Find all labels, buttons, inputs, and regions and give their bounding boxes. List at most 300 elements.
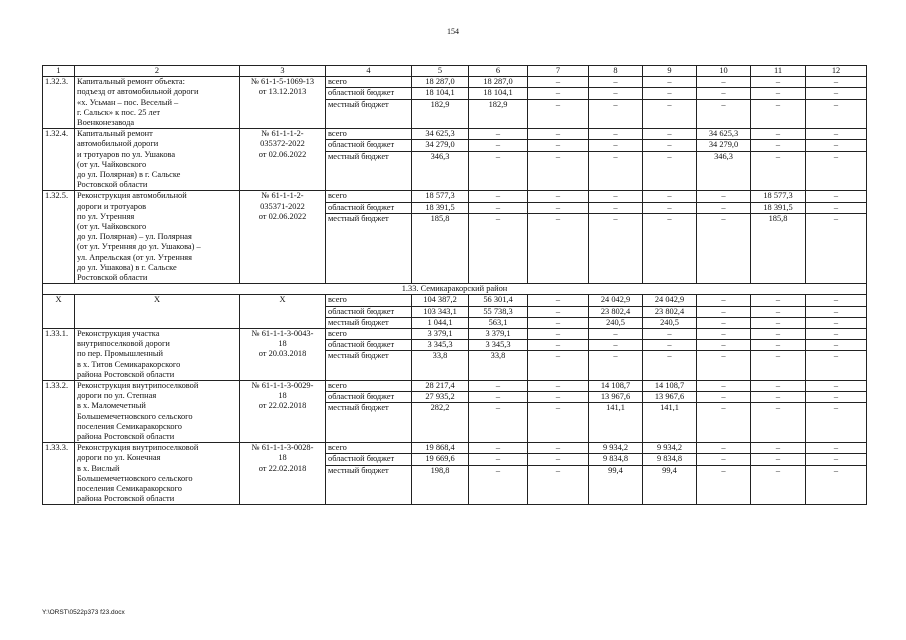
budget-table — [42, 65, 867, 505]
amount-value: 18 287,0 — [412, 77, 468, 88]
amount-value: – — [613, 351, 618, 361]
object-name-line: Капитальный ремонт объекта: — [77, 77, 185, 87]
amount-value: 18 391,5 — [412, 203, 468, 214]
object-name-line: дороги по ул. Конечная — [77, 453, 161, 463]
amount-column — [589, 380, 643, 442]
amount-value: – — [806, 340, 866, 351]
amount-column — [528, 443, 589, 505]
amount-value: 19 868,4 — [412, 443, 468, 454]
expertise-document-line: от 20.03.2018 — [258, 349, 307, 359]
amount-value: 198,8 — [430, 465, 450, 475]
amount-column — [528, 129, 589, 191]
expertise-document-line: № 61-1-1-3-0029- — [251, 380, 314, 390]
funding-source-column — [326, 129, 412, 191]
amount-value: 141,1 — [606, 403, 625, 413]
object-name — [75, 328, 240, 380]
amount-value: – — [667, 151, 672, 161]
amount-column — [469, 77, 528, 129]
page-number: 154 — [447, 27, 459, 36]
amount-value: – — [528, 340, 588, 351]
amount-value: – — [469, 203, 527, 214]
amount-column — [469, 295, 528, 329]
funding-source: областной бюджет — [326, 340, 411, 351]
object-name-line: до ул. Полярная) – ул. Полярная — [77, 232, 192, 242]
amount-value: – — [751, 340, 805, 351]
amount-value: – — [528, 443, 588, 454]
amount-column — [412, 295, 469, 329]
amount-column — [589, 443, 643, 505]
amount-value: 103 343,1 — [412, 307, 468, 318]
object-name-line: в х. Вислый — [77, 463, 120, 473]
amount-value: – — [806, 392, 866, 403]
expertise-document-line: от 02.06.2022 — [258, 149, 307, 159]
amount-value: – — [528, 381, 588, 392]
object-name-line: дороги по ул. Степная — [77, 391, 157, 401]
amount-value: – — [528, 329, 588, 340]
amount-value: – — [806, 307, 866, 318]
amount-value: – — [555, 351, 561, 361]
amount-value: 18 104,1 — [469, 88, 527, 99]
amount-value: – — [495, 213, 501, 223]
expertise-document — [240, 328, 326, 380]
funding-source-column — [326, 295, 412, 329]
amount-value: – — [589, 203, 642, 214]
expertise-document — [240, 191, 326, 284]
amount-value: – — [697, 77, 750, 88]
object-name — [75, 77, 240, 129]
amount-column — [643, 380, 697, 442]
expertise-document-line: 035371-2022 — [260, 201, 305, 211]
amount-column — [412, 380, 469, 442]
amount-value: 3 345,3 — [412, 340, 468, 351]
amount-value: – — [528, 454, 588, 465]
amount-column — [751, 380, 806, 442]
amount-value: 9 934,2 — [589, 443, 642, 454]
funding-source-column — [326, 77, 412, 129]
funding-source: всего — [326, 329, 411, 340]
amount-column — [806, 328, 867, 380]
amount-value: 240,5 — [660, 317, 679, 327]
amount-value: 28 217,4 — [412, 381, 468, 392]
amount-value: – — [806, 129, 866, 140]
expertise-document-line: 18 — [278, 339, 287, 349]
table-body — [43, 66, 867, 505]
amount-column — [643, 295, 697, 329]
amount-column — [697, 77, 751, 129]
amount-value: – — [697, 454, 750, 465]
section-title: 1.33. Семикаракорский район — [43, 284, 867, 295]
amount-value: 3 379,1 — [469, 329, 527, 340]
funding-source: областной бюджет — [326, 88, 411, 99]
object-row — [43, 129, 867, 191]
amount-value: – — [643, 129, 696, 140]
column-header-4: 4 — [326, 66, 412, 77]
amount-value: – — [613, 213, 618, 223]
amount-value: – — [697, 381, 750, 392]
expertise-document-line: 18 — [278, 453, 287, 463]
amount-value: – — [469, 140, 527, 151]
amount-column — [469, 443, 528, 505]
amount-column — [412, 129, 469, 191]
funding-source: местный бюджет — [328, 351, 389, 361]
amount-value: 55 738,3 — [469, 307, 527, 318]
amount-value: – — [697, 443, 750, 454]
object-name-line: Реконструкция автомобильной — [77, 191, 187, 201]
amount-value: – — [589, 77, 642, 88]
amount-column — [751, 328, 806, 380]
amount-column — [469, 191, 528, 284]
amount-value: – — [697, 329, 750, 340]
amount-value: – — [528, 392, 588, 403]
section-name-marker: Х — [75, 295, 240, 329]
expertise-document-line: от 22.02.2018 — [258, 463, 307, 473]
amount-value: – — [806, 77, 866, 88]
column-header-5: 5 — [412, 66, 469, 77]
amount-value: – — [589, 340, 642, 351]
amount-value: – — [528, 129, 588, 140]
amount-value: 185,8 — [768, 213, 788, 223]
amount-value: – — [833, 317, 839, 327]
file-path-footer: Y:\ORST\0522p373 f23.docx — [42, 609, 125, 616]
column-header-11: 11 — [751, 66, 806, 77]
object-row — [43, 380, 867, 442]
amount-column — [806, 77, 867, 129]
amount-value: 346,3 — [430, 151, 450, 161]
amount-value: – — [697, 88, 750, 99]
object-name-line: «х. Усьман – пос. Веселый – — [77, 97, 179, 107]
expertise-document — [240, 443, 326, 505]
amount-value: – — [643, 203, 696, 214]
amount-column — [751, 191, 806, 284]
amount-column — [528, 328, 589, 380]
amount-value: 14 108,7 — [643, 381, 696, 392]
funding-source: всего — [326, 191, 411, 202]
amount-column — [528, 295, 589, 329]
object-name-line: и тротуаров по ул. Ушакова — [77, 149, 176, 159]
expertise-document-line: № 61-1-1-2- — [261, 191, 304, 201]
amount-column — [643, 77, 697, 129]
amount-column — [589, 295, 643, 329]
amount-value: 99,4 — [662, 465, 677, 475]
amount-column — [697, 191, 751, 284]
object-name-line: района Ростовской области — [77, 431, 175, 441]
section-no-marker: Х — [43, 295, 75, 329]
amount-value: – — [643, 88, 696, 99]
object-name-line: Реконструкция внутрипоселковой — [77, 443, 199, 453]
object-name-line: поселения Семикаракорского — [77, 421, 182, 431]
amount-value: – — [806, 88, 866, 99]
amount-value: – — [833, 213, 839, 223]
expertise-document-line: от 22.02.2018 — [258, 401, 307, 411]
amount-column — [806, 129, 867, 191]
amount-value: – — [833, 465, 839, 475]
amount-column — [589, 328, 643, 380]
column-header-12: 12 — [806, 66, 867, 77]
amount-value: 13 967,6 — [643, 392, 696, 403]
funding-source-column — [326, 191, 412, 284]
amount-value: 23 802,4 — [589, 307, 642, 318]
amount-value: 14 108,7 — [589, 381, 642, 392]
amount-value: – — [697, 295, 750, 306]
amount-value: – — [589, 129, 642, 140]
amount-value: 34 279,0 — [412, 140, 468, 151]
funding-source-column — [326, 380, 412, 442]
object-name-line: Большемечетновского сельского — [77, 473, 193, 483]
amount-value: 104 387,2 — [412, 295, 468, 306]
amount-column — [697, 295, 751, 329]
object-name-line: г. Сальск» к пос. 25 лет — [77, 107, 161, 117]
amount-value: – — [751, 129, 805, 140]
amount-value: 185,8 — [430, 213, 450, 223]
amount-value: – — [495, 151, 501, 161]
funding-source: областной бюджет — [326, 392, 411, 403]
object-number: 1.32.3. — [43, 77, 75, 129]
amount-value: 18 391,5 — [751, 203, 805, 214]
amount-column — [528, 77, 589, 129]
amount-value: – — [528, 203, 588, 214]
amount-value: – — [667, 351, 672, 361]
column-header-9: 9 — [643, 66, 697, 77]
funding-source: всего — [326, 129, 411, 140]
amount-value: – — [643, 191, 696, 202]
amount-value: – — [528, 307, 588, 318]
funding-source: местный бюджет — [328, 317, 389, 327]
object-name-line: до ул. Полярная) в г. Сальске — [77, 169, 181, 179]
amount-value: 240,5 — [606, 317, 625, 327]
object-row — [43, 77, 867, 129]
amount-value: 99,4 — [608, 465, 623, 475]
amount-column — [806, 380, 867, 442]
amount-column — [412, 77, 469, 129]
amount-value: – — [806, 454, 866, 465]
amount-value: – — [721, 403, 726, 413]
amount-value: – — [528, 295, 588, 306]
amount-value: 282,2 — [430, 403, 450, 413]
amount-value: 34 279,0 — [697, 140, 750, 151]
amount-value: – — [555, 317, 561, 327]
amount-column — [528, 380, 589, 442]
expertise-document-line: № 61-1-1-3-0028- — [251, 443, 314, 453]
amount-value: – — [697, 307, 750, 318]
object-name-line: внутрипоселковой дороги — [77, 339, 170, 349]
amount-value: – — [806, 140, 866, 151]
funding-source-column — [326, 443, 412, 505]
amount-value: – — [469, 129, 527, 140]
object-name — [75, 380, 240, 442]
amount-column — [751, 129, 806, 191]
section-title-row — [43, 284, 867, 295]
amount-value: 9 834,8 — [643, 454, 696, 465]
funding-source: областной бюджет — [326, 454, 411, 465]
amount-column — [469, 328, 528, 380]
amount-value: 9 934,2 — [643, 443, 696, 454]
amount-value: – — [806, 295, 866, 306]
object-name-line: автомобильной дороги — [77, 139, 159, 149]
object-name — [75, 191, 240, 284]
amount-value: – — [469, 454, 527, 465]
amount-value: – — [751, 88, 805, 99]
amount-value: – — [751, 381, 805, 392]
amount-value: – — [833, 351, 839, 361]
funding-source: областной бюджет — [326, 307, 411, 318]
amount-value: – — [469, 191, 527, 202]
object-name-line: района Ростовской области — [77, 494, 175, 504]
amount-value: – — [775, 99, 781, 109]
amount-column — [697, 443, 751, 505]
object-name-line: Реконструкция участка — [77, 328, 160, 338]
amount-column — [751, 443, 806, 505]
object-name-line: Большемечетновского сельского — [77, 411, 193, 421]
amount-value: – — [775, 151, 781, 161]
section-doc-marker: Х — [240, 295, 326, 329]
amount-value: – — [775, 403, 781, 413]
amount-value: – — [528, 88, 588, 99]
amount-value: – — [775, 351, 781, 361]
amount-value: – — [555, 213, 561, 223]
amount-value: 33,8 — [490, 351, 506, 361]
object-name-line: в х. Титов Семикаракорского — [77, 359, 181, 369]
amount-value: – — [528, 77, 588, 88]
funding-source: всего — [326, 77, 411, 88]
expertise-document — [240, 77, 326, 129]
amount-value: – — [469, 381, 527, 392]
header-row — [43, 66, 867, 77]
expertise-document — [240, 129, 326, 191]
amount-column — [643, 191, 697, 284]
amount-value: – — [775, 465, 781, 475]
amount-value: 18 104,1 — [412, 88, 468, 99]
expertise-document-line: 035372-2022 — [260, 139, 305, 149]
amount-column — [528, 191, 589, 284]
object-name-line: до ул. Ушакова) в г. Сальске — [77, 262, 177, 272]
object-name-line: (от ул. Чайковского — [77, 221, 147, 231]
amount-value: 24 042,9 — [589, 295, 642, 306]
amount-value: – — [643, 329, 696, 340]
amount-value: – — [667, 99, 672, 109]
expertise-document-line: № 61-1-5-1069-13 — [250, 77, 315, 87]
amount-value: – — [667, 213, 672, 223]
amount-column — [643, 129, 697, 191]
amount-value: – — [697, 203, 750, 214]
amount-value: – — [806, 203, 866, 214]
amount-column — [589, 77, 643, 129]
amount-value: – — [806, 329, 866, 340]
amount-value: 19 669,6 — [412, 454, 468, 465]
amount-value: – — [528, 191, 588, 202]
amount-value: – — [721, 99, 726, 109]
amount-value: – — [555, 465, 561, 475]
object-name-line: по ул. Утренняя — [77, 211, 135, 221]
expertise-document-line: № 61-1-1-3-0043- — [251, 328, 314, 338]
funding-source: местный бюджет — [328, 99, 389, 109]
amount-value: 1 044,1 — [427, 317, 453, 327]
amount-value: – — [806, 443, 866, 454]
amount-value: – — [833, 151, 839, 161]
amount-value: 3 379,1 — [412, 329, 468, 340]
amount-value: – — [469, 392, 527, 403]
amount-value: 18 287,0 — [469, 77, 527, 88]
expertise-document-line: 18 — [278, 391, 287, 401]
amount-value: – — [775, 317, 781, 327]
amount-value: – — [589, 140, 642, 151]
object-name-line: Капитальный ремонт — [77, 129, 153, 139]
amount-value: – — [751, 307, 805, 318]
expertise-document-line: № 61-1-1-2- — [261, 129, 304, 139]
amount-column — [469, 380, 528, 442]
column-header-1: 1 — [43, 66, 75, 77]
amount-column — [697, 129, 751, 191]
amount-value: – — [555, 151, 561, 161]
amount-column — [589, 129, 643, 191]
amount-value: – — [643, 340, 696, 351]
amount-value: – — [751, 443, 805, 454]
amount-value: – — [751, 392, 805, 403]
object-number: 1.33.1. — [43, 328, 75, 380]
amount-value: – — [751, 77, 805, 88]
object-name-line: в х. Маломечетный — [77, 401, 146, 411]
amount-value: 141,1 — [660, 403, 679, 413]
amount-value: – — [589, 88, 642, 99]
amount-value: – — [697, 340, 750, 351]
object-name-line: (от ул. Утренняя до ул. Ушакова) – — [77, 242, 201, 252]
amount-value: – — [751, 329, 805, 340]
funding-source: всего — [326, 381, 411, 392]
amount-value: 3 345,3 — [469, 340, 527, 351]
amount-column — [806, 295, 867, 329]
amount-value: 13 967,6 — [589, 392, 642, 403]
amount-value: 182,9 — [430, 99, 450, 109]
object-name-line: Ростовской области — [77, 180, 148, 190]
object-row — [43, 328, 867, 380]
amount-column — [412, 328, 469, 380]
amount-value: 34 625,3 — [412, 129, 468, 140]
amount-value: 18 577,3 — [751, 191, 805, 202]
amount-column — [806, 191, 867, 284]
amount-value: – — [495, 465, 501, 475]
amount-value: 34 625,3 — [697, 129, 750, 140]
amount-value: – — [643, 140, 696, 151]
object-row — [43, 443, 867, 505]
amount-value: – — [721, 317, 726, 327]
amount-column — [643, 328, 697, 380]
amount-column — [697, 380, 751, 442]
object-number: 1.32.4. — [43, 129, 75, 191]
amount-column — [589, 191, 643, 284]
amount-value: – — [721, 465, 726, 475]
column-header-6: 6 — [469, 66, 528, 77]
amount-value: – — [751, 140, 805, 151]
funding-source: областной бюджет — [326, 140, 411, 151]
object-number: 1.33.3. — [43, 443, 75, 505]
funding-source: областной бюджет — [326, 203, 411, 214]
column-header-7: 7 — [528, 66, 589, 77]
amount-value: – — [528, 140, 588, 151]
expertise-document-line: от 13.12.2013 — [258, 87, 307, 97]
amount-value: 9 834,8 — [589, 454, 642, 465]
amount-value: – — [469, 443, 527, 454]
amount-value: – — [643, 77, 696, 88]
amount-column — [469, 129, 528, 191]
amount-value: – — [555, 403, 561, 413]
funding-source: местный бюджет — [328, 151, 389, 161]
object-number: 1.33.2. — [43, 380, 75, 442]
object-name-line: по пер. Промышленный — [77, 349, 163, 359]
amount-value: – — [697, 191, 750, 202]
amount-column — [412, 191, 469, 284]
amount-value: – — [589, 191, 642, 202]
expertise-document — [240, 380, 326, 442]
amount-value: 563,1 — [488, 317, 508, 327]
